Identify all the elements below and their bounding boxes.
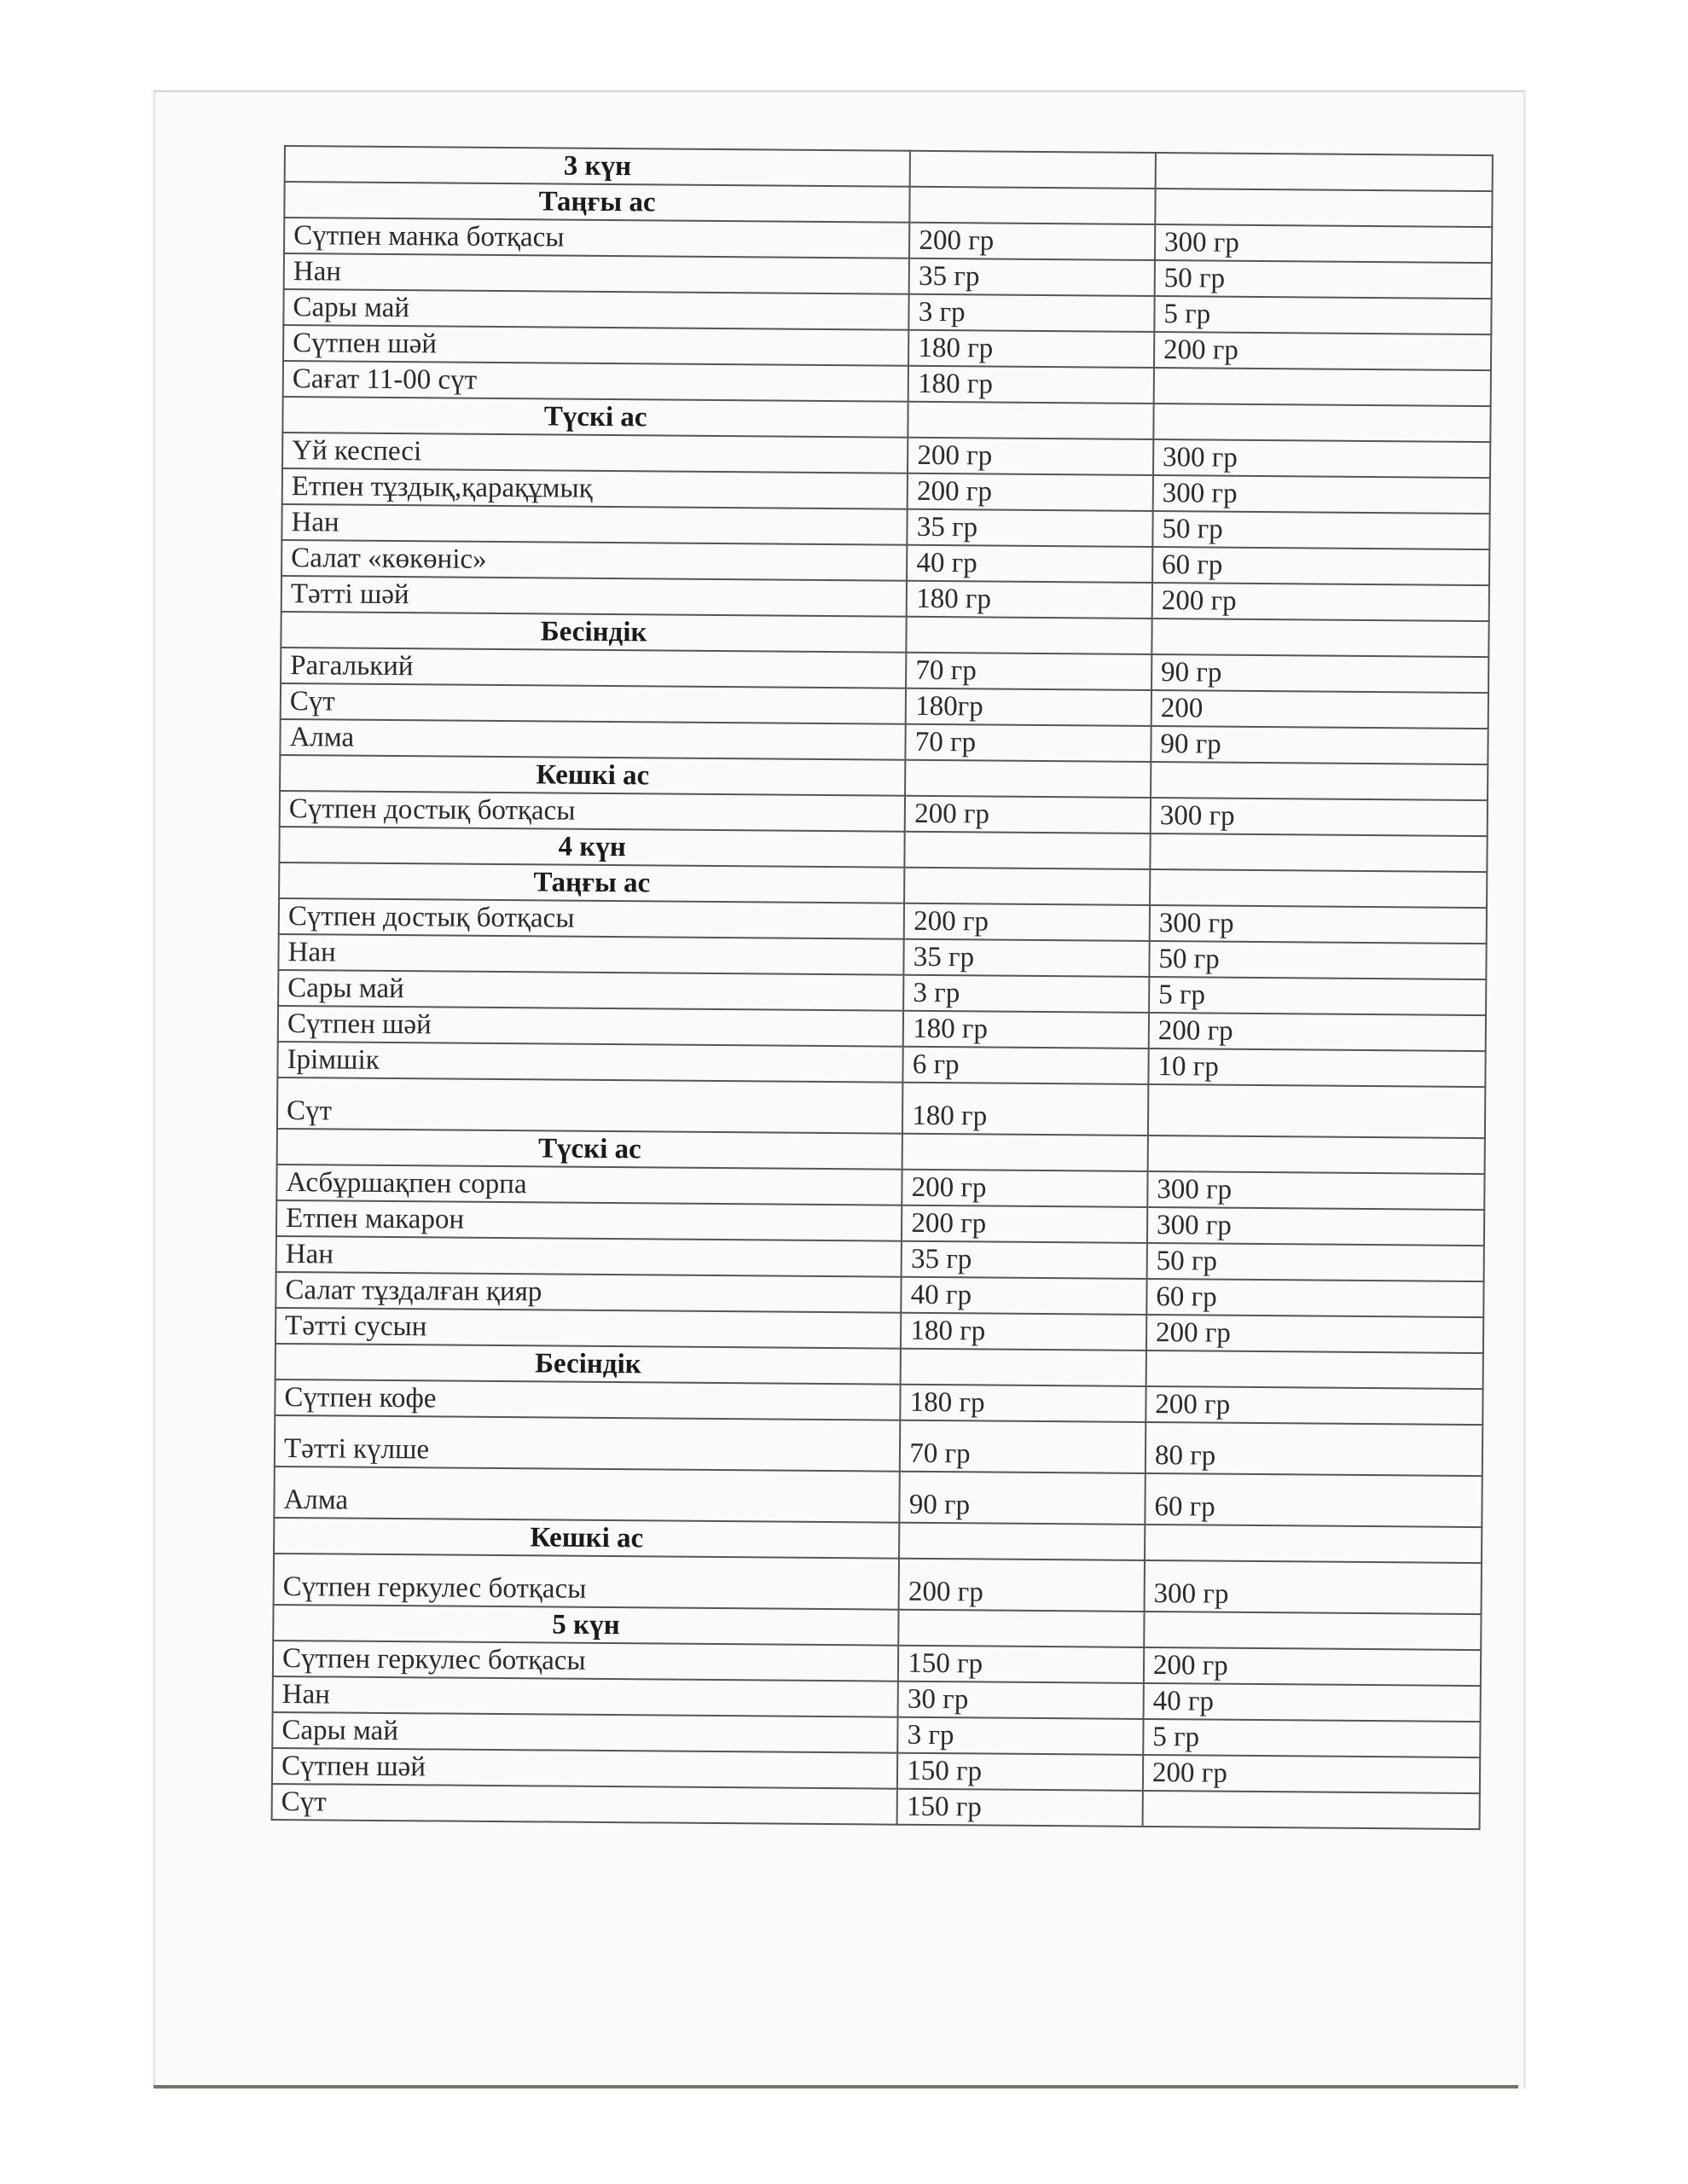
portion-large <box>1151 762 1488 800</box>
portion-large: 300 гр <box>1151 798 1488 836</box>
dish-name: Нан <box>276 1236 902 1277</box>
portion-large: 60 гр <box>1146 1279 1483 1317</box>
portion-small: 35 гр <box>904 939 1150 977</box>
portion-large: 50 гр <box>1149 941 1486 979</box>
portion-small: 200 гр <box>902 1205 1147 1243</box>
portion-small: 200 гр <box>899 1559 1145 1612</box>
portion-large: 200 гр <box>1149 1013 1486 1051</box>
dish-name: Сүтпен геркулес ботқасы <box>274 1554 900 1610</box>
portion-large: 80 гр <box>1146 1422 1483 1476</box>
portion-small: 6 гр <box>903 1047 1149 1084</box>
portion-small: 180 гр <box>903 1011 1149 1048</box>
portion-small: 180 гр <box>901 1385 1146 1422</box>
dish-name: Сүтпен геркулес ботқасы <box>273 1641 899 1682</box>
dish-name: Сары май <box>278 970 904 1011</box>
portion-small <box>899 1523 1145 1560</box>
section-heading: Кешкі ас <box>280 755 906 796</box>
dish-name: Нан <box>278 934 904 975</box>
dish-name: Нан <box>284 253 910 294</box>
dish-name: Нан <box>281 504 908 545</box>
menu-table-body <box>272 146 1493 1829</box>
portion-small <box>905 832 1151 869</box>
portion-large: 60 гр <box>1145 1473 1482 1527</box>
portion-small <box>905 760 1151 798</box>
portion-large: 200 гр <box>1143 1755 1480 1793</box>
portion-small: 3 гр <box>903 975 1149 1013</box>
portion-small: 180 гр <box>902 1083 1148 1136</box>
dish-name: Сүтпен шәй <box>272 1748 898 1789</box>
menu-item-row <box>275 1415 1482 1476</box>
portion-small <box>902 1134 1148 1171</box>
portion-large: 50 гр <box>1147 1243 1484 1281</box>
page-edge-shadow <box>154 2085 1518 2088</box>
portion-large: 300 гр <box>1144 1560 1482 1614</box>
portion-large: 90 гр <box>1151 654 1488 693</box>
section-heading: Түскі ас <box>277 1129 903 1170</box>
menu-item-row <box>274 1554 1482 1614</box>
portion-small: 35 гр <box>908 509 1153 547</box>
dish-name: Тәтті күлше <box>275 1415 901 1472</box>
dish-name: Алма <box>280 719 906 760</box>
portion-small <box>908 402 1154 439</box>
portion-large: 50 гр <box>1155 260 1492 299</box>
dish-name: Ірімшік <box>277 1042 903 1083</box>
portion-large: 300 гр <box>1153 439 1490 478</box>
portion-small: 70 гр <box>906 653 1151 690</box>
section-heading: 5 күн <box>273 1605 899 1646</box>
dish-name: Сүтпен достық ботқасы <box>280 791 906 832</box>
portion-large <box>1156 153 1493 191</box>
section-heading: Бесіндік <box>281 612 907 653</box>
portion-large: 50 гр <box>1152 511 1489 549</box>
dish-name: Етпен тұздық,қарақұмық <box>282 468 908 509</box>
dish-name: Асбұршақпен сорпа <box>276 1165 902 1205</box>
portion-large <box>1155 189 1492 227</box>
section-heading: Таңғы ас <box>279 863 905 903</box>
portion-large: 300 гр <box>1155 224 1492 263</box>
portion-large <box>1150 834 1487 872</box>
portion-small: 180 гр <box>908 366 1154 404</box>
portion-large <box>1146 1350 1483 1389</box>
portion-small: 200 гр <box>908 438 1153 475</box>
dish-name: Сары май <box>272 1712 898 1753</box>
dish-name: Үй кеспесі <box>282 433 908 473</box>
portion-small: 70 гр <box>906 724 1151 762</box>
dish-name: Тәтті сусын <box>276 1308 902 1349</box>
section-heading: Бесіндік <box>276 1344 902 1385</box>
portion-small: 180гр <box>906 688 1151 726</box>
portion-small: 150 гр <box>897 1789 1143 1827</box>
section-heading: Түскі ас <box>282 397 908 438</box>
portion-small: 90 гр <box>900 1472 1146 1525</box>
portion-large: 5 гр <box>1149 977 1486 1015</box>
section-heading: Кешкі ас <box>274 1518 900 1559</box>
portion-small: 35 гр <box>902 1241 1147 1279</box>
portion-large <box>1150 869 1487 908</box>
portion-small: 180 гр <box>908 330 1154 368</box>
dish-name: Сүтпен шәй <box>278 1006 904 1047</box>
portion-small <box>907 617 1152 654</box>
portion-large <box>1144 1612 1481 1650</box>
dish-name: Сүтпен манка ботқасы <box>284 218 910 258</box>
portion-small <box>899 1610 1145 1647</box>
dish-name: Сүтпен достық ботқасы <box>279 898 905 939</box>
section-heading: Таңғы ас <box>284 182 910 223</box>
portion-large: 10 гр <box>1148 1048 1485 1087</box>
portion-small: 180 гр <box>901 1313 1146 1350</box>
portion-small: 3 гр <box>898 1717 1144 1755</box>
dish-name: Сүтпен кофе <box>275 1380 901 1420</box>
dish-name: Сағат 11-00 сүт <box>283 361 909 402</box>
menu-item-row <box>274 1467 1482 1527</box>
portion-small: 200 гр <box>908 473 1153 511</box>
portion-large: 200 гр <box>1146 1315 1483 1353</box>
portion-large <box>1154 368 1491 406</box>
portion-large: 90 гр <box>1151 726 1488 764</box>
dish-name: Етпен макарон <box>276 1200 902 1241</box>
dish-name: Алма <box>274 1467 900 1523</box>
dish-name: Нан <box>273 1676 899 1717</box>
portion-large: 200 гр <box>1154 332 1491 370</box>
portion-small: 70 гр <box>900 1420 1146 1473</box>
portion-large: 200 гр <box>1152 583 1489 621</box>
portion-large: 5 гр <box>1143 1719 1480 1757</box>
portion-large: 200 гр <box>1144 1647 1481 1686</box>
portion-small: 3 гр <box>909 294 1155 332</box>
portion-large: 300 гр <box>1150 905 1487 944</box>
portion-large: 200 <box>1151 690 1488 729</box>
portion-small: 200 гр <box>905 796 1151 834</box>
portion-large <box>1153 404 1490 442</box>
portion-small: 30 гр <box>898 1682 1144 1719</box>
portion-large: 300 гр <box>1153 475 1490 514</box>
portion-large <box>1148 1136 1485 1174</box>
dish-name: Рагалький <box>281 648 907 688</box>
dish-name: Сары май <box>283 289 909 330</box>
portion-small: 150 гр <box>897 1753 1143 1791</box>
portion-small <box>910 187 1156 224</box>
portion-small: 200 гр <box>902 1170 1148 1207</box>
portion-small: 150 гр <box>898 1646 1144 1683</box>
dish-name: Сүт <box>277 1077 903 1134</box>
portion-large <box>1145 1525 1482 1563</box>
portion-large: 5 гр <box>1154 296 1491 334</box>
portion-small: 200 гр <box>904 903 1150 941</box>
section-heading: 4 күн <box>279 827 905 868</box>
dish-name: Сүтпен шәй <box>283 325 909 366</box>
section-heading: 3 күн <box>285 146 911 187</box>
portion-large: 60 гр <box>1152 547 1489 585</box>
portion-small: 35 гр <box>909 258 1155 296</box>
portion-large: 300 гр <box>1147 1171 1484 1210</box>
portion-small <box>910 151 1156 189</box>
portion-small: 180 гр <box>907 581 1152 619</box>
portion-small <box>904 868 1150 905</box>
menu-item-row <box>277 1077 1485 1138</box>
portion-large <box>1142 1791 1479 1829</box>
dish-name: Салат тұздалған қияр <box>276 1272 902 1313</box>
portion-large <box>1148 1084 1486 1138</box>
portion-large: 200 гр <box>1146 1386 1482 1425</box>
portion-large: 40 гр <box>1143 1683 1480 1722</box>
dish-name: Тәтті шәй <box>281 576 908 617</box>
portion-large: 300 гр <box>1147 1207 1484 1246</box>
dish-name: Сүт <box>281 683 907 724</box>
dish-name: Сүт <box>272 1784 898 1825</box>
portion-small: 200 гр <box>909 223 1155 260</box>
portion-large <box>1151 619 1488 657</box>
portion-small <box>901 1349 1146 1386</box>
portion-small: 40 гр <box>907 545 1152 583</box>
menu-table <box>271 145 1494 1830</box>
dish-name: Салат «көкөніс» <box>281 540 908 581</box>
portion-small: 40 гр <box>902 1277 1147 1315</box>
